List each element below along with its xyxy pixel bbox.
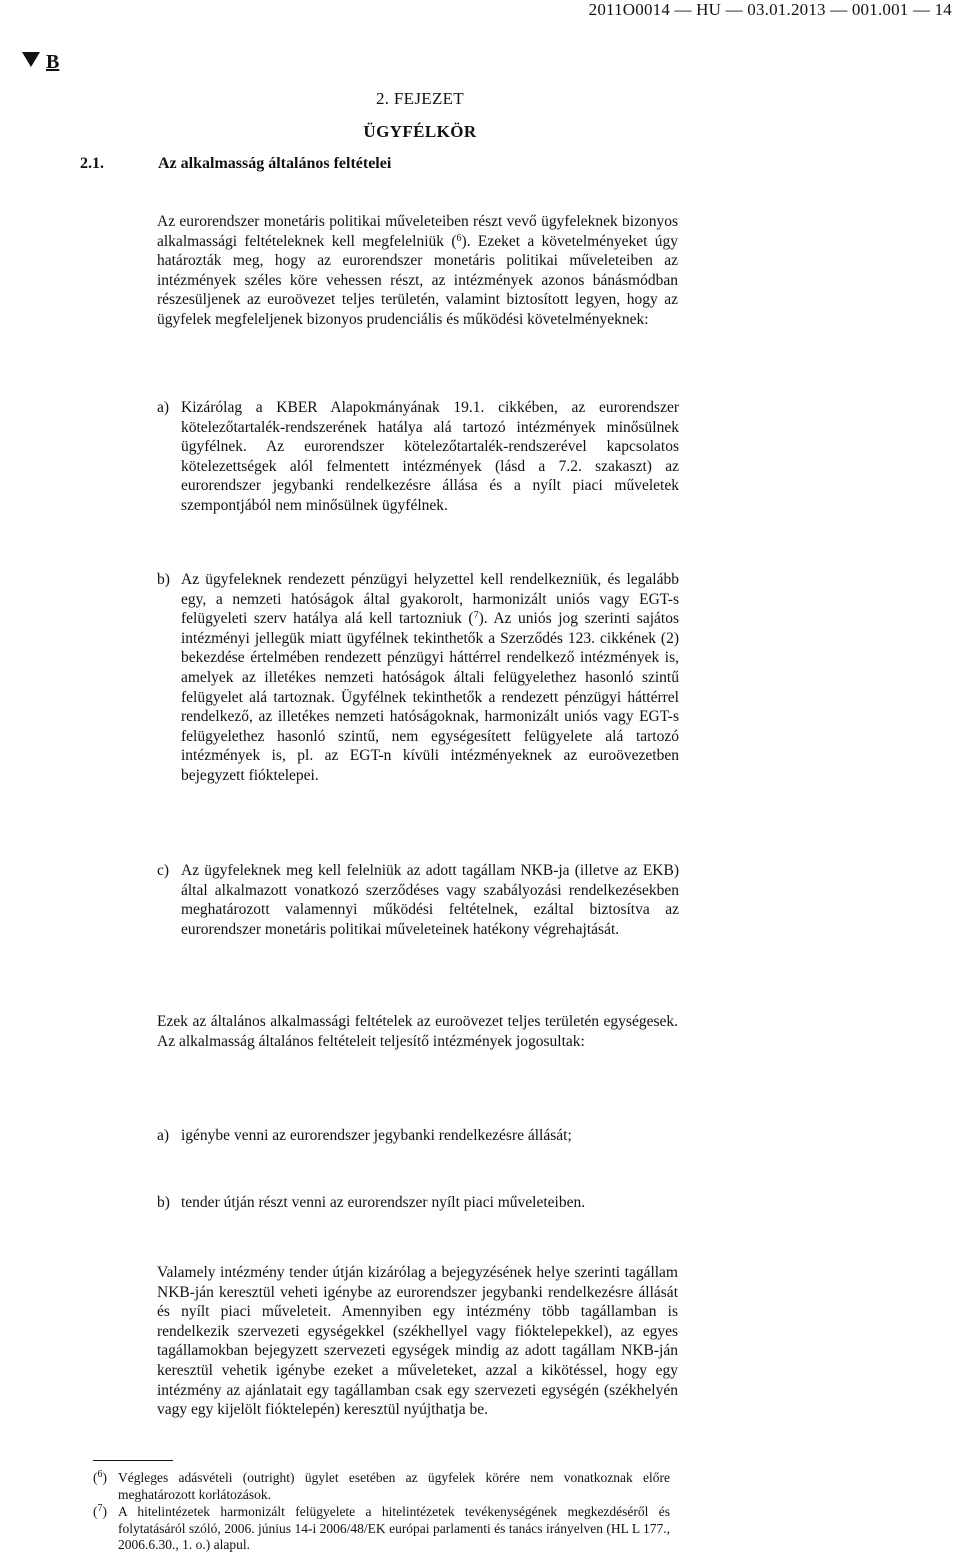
entitlement-label: b)	[157, 1194, 170, 1211]
document-header: 2011O0014 — HU — 03.01.2013 — 001.001 — 14	[588, 0, 952, 19]
section-number: 2.1.	[80, 155, 104, 172]
main-paragraph-text-1: Az eurorendszer monetáris politikai műveleteiben részt vevő ügyfeleknek bizonyos alkalmassági feltételeknek kell megfelelniük (	[157, 213, 678, 250]
entitlement-text: igénybe venni az eurorendszer jegybanki rendelkezésre állását;	[181, 1127, 572, 1144]
criterion-label: b)	[157, 571, 170, 588]
criterion-text: Kizárólag a KBER Alapokmányának 19.1. cikkében, az eurorendszer kötelezőtartalék-rendszerének hatálya alá tartozó intézmények minősülnek ügyfélnek. Az eurorendszer kötelezőtartalék-rendszerével kapcsolatos kötelezettségek alól felmentett intézmények (lásd a 7.2. szakaszt) az eurorendszer jegybanki rendelkezésre állása és a nyílt piaci műveletek szempontjából nem minősülnek ügyfélnek.	[181, 399, 679, 514]
criterion-text: Az ügyfeleknek meg kell felelniük az adott tagállam NKB-ja (illetve az EKB) által alkalmazott vonatkozó szerződéses vagy szabályozási rendelkezésekben meghatározott valamennyi működési feltételnek, ezáltal biztosítva az eurorendszer monetáris politikai műveleteinek hatékony végrehajtását.	[181, 862, 679, 938]
footnote-text: A hitelintézetek harmonizált felügyelete a hitelintézetek tevékenységének megkezdéséről és folytatásáról szóló, 2006. június 14-i 2006/48/EK európai parlamenti és tanács irányelven (HL L 177., 2006.6.30., 1. o.) alapul.	[118, 1504, 670, 1552]
criterion-text	[181, 570, 679, 786]
footnote-mark: ($^6$)	[93, 1469, 107, 1485]
entitlement-label: a)	[157, 1127, 170, 1144]
footnote-text: Végleges adásvételi (outright) ügylet esetében az ügyfelek körére nem vonatkoznak előre meghatározott korlátozások.	[118, 1470, 670, 1502]
main-paragraph	[157, 212, 678, 330]
triangle-down-icon	[22, 52, 40, 67]
section-title: Az alkalmasság általános feltételei	[158, 155, 392, 172]
criterion-text-1: Az ügyfeleknek rendezett pénzügyi helyzettel kell rendelkezniük, és legalább egy, a nemzeti hatóságok által gyakorolt, harmonizált uniós vagy EGT-s felügyeleti szerv hatálya alá kell tartozniuk (	[181, 571, 679, 628]
entitlement-text: tender útján részt venni az eurorendszer nyílt piaci műveleteiben.	[181, 1194, 586, 1211]
footnote-mark: ($^7$)	[93, 1503, 107, 1519]
footnote-divider	[93, 1460, 173, 1461]
amendment-marker-letter: B	[46, 51, 60, 73]
main-paragraph-text-2: ). Ezeket a követelményeket úgy határozták meg, hogy az eurorendszer monetáris politikai műveleteiben az intézmények széles köre vehessen részt, az intézmények azonos bánásmódban részesüljenek az euroövezet teljes területén, valamint biztosított legyen, hogy az ügyfelek megfeleljenek bizonyos prudenciális és működési követelményeknek:	[157, 232, 678, 328]
criterion-label: c)	[157, 862, 170, 879]
summary-paragraph: Ezek az általános alkalmassági feltételek az euroövezet teljes területén egységesek. Az alkalmasság általános feltételeit teljesítő intézmények jogosultak:	[157, 1013, 678, 1050]
amendment-marker	[22, 51, 59, 74]
final-paragraph: Valamely intézmény tender útján kizárólag a bejegyzésének helye szerinti tagállam NKB-ján keresztül veheti igénybe az eurorendszer jegybanki rendelkezésre állását és nyílt piaci műveleteit. Amennyiben egy intézmény több tagállamban is rendelkezik szervezeti egységekkel (székhellyel vagy fióktelepekkel), az egyes tagállamokban bejegyzett szervezeti egységek mindig az adott tagállam NKB-ján keresztül vehetik igénybe ezeket a műveleteket, azzal a kikötéssel, hogy egy intézmény az ajánlatait egy tagállamban csak egy szervezeti egységén (székhelyén vagy egy kijelölt fióktelepén) keresztül nyújthatja be.	[157, 1264, 678, 1419]
criterion-text-2: ). Az uniós jog szerinti sajátos intézményi jellegük miatt ügyfélnek tekinthetők a Szerződés 123. cikkének (2) bekezdése értelmében rendezett pénzügyi háttérrel rendelkező intézmények is, amelyek az illetékes nemzeti hatóságok általi felügyelethez hasonló szintű felügyelet alá tartoznak. Ügyfélnek tekinthetők a rendezett pénzügyi háttérrel rendelkező, az illetékes nemzeti hatóságoknak, harmonizált uniós vagy EGT-s felügyelethez hasonló szintű, nem egységesített felügyelete alá tartozó intézmények is, pl. az EGT-n kívüli intézményeknek az euroövezetben bejegyzett fióktelepei.	[181, 610, 679, 784]
criterion-label: a)	[157, 399, 170, 416]
footnote-ref-7: 7	[473, 610, 479, 622]
chapter-title: ÜGYFÉLKÖR	[363, 122, 477, 141]
footnote-ref-6: 6	[456, 232, 462, 244]
chapter-number: 2. FEJEZET	[376, 89, 464, 108]
